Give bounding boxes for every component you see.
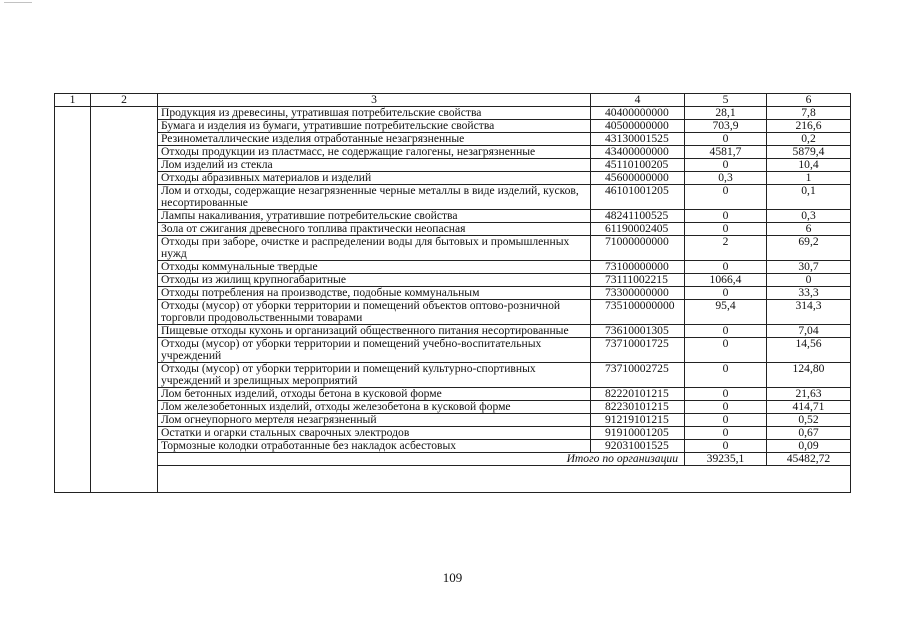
table-row [55,223,851,236]
value-col-5-cell: 0 [685,388,767,401]
table-row [55,325,851,338]
table-row [55,363,851,388]
fkko-code-cell: 48241100525 [591,210,685,223]
waste-name-cell: Остатки и огарки стальных сварочных электродов [158,427,591,440]
table-row [55,338,851,363]
waste-name-cell: Отходы (мусор) от уборки территории и помещений учебно-воспитательных учреждений [158,338,591,363]
value-col-6-cell: 7,04 [767,325,851,338]
fkko-code-cell: 73710002725 [591,363,685,388]
scan-corner-mark [4,2,32,9]
waste-name-cell: Лом огнеупорного мертеля незагрязненный [158,414,591,427]
header-col-1: 1 [55,94,91,107]
value-col-5-cell: 0 [685,414,767,427]
value-col-6-cell: 10,4 [767,159,851,172]
value-col-6-cell: 21,63 [767,388,851,401]
value-col-6-cell: 0,2 [767,133,851,146]
table-row [55,261,851,274]
value-col-6-cell: 124,80 [767,363,851,388]
waste-name-cell: Отходы (мусор) от уборки территории и помещений культурно-спортивных учреждений и зрелищных мероприятий [158,363,591,388]
value-col-6-cell: 33,3 [767,287,851,300]
col-1-cell [55,107,91,493]
fkko-code-cell: 45110100205 [591,159,685,172]
table-row [55,287,851,300]
waste-name-cell: Отходы коммунальные твердые [158,261,591,274]
waste-name-cell: Лом изделий из стекла [158,159,591,172]
value-col-5-cell: 95,4 [685,300,767,325]
waste-name-cell: Продукция из древесины, утратившая потребительские свойства [158,107,591,120]
waste-name-cell: Отходы при заборе, очистке и распределении воды для бытовых и промышленных нужд [158,236,591,261]
fkko-code-cell: 735100000000 [591,300,685,325]
fkko-code-cell: 45600000000 [591,172,685,185]
header-col-2: 2 [91,94,158,107]
waste-name-cell: Лом и отходы, содержащие незагрязненные черные металлы в виде изделий, кусков, несортированные [158,185,591,210]
fkko-code-cell: 61190002405 [591,223,685,236]
table-row [55,388,851,401]
waste-name-cell: Отходы абразивных материалов и изделий [158,172,591,185]
value-col-5-cell: 0,3 [685,172,767,185]
table-row [55,185,851,210]
value-col-6-cell: 14,56 [767,338,851,363]
header-col-3: 3 [158,94,591,107]
fkko-code-cell: 73710001725 [591,338,685,363]
waste-name-cell: Лом бетонных изделий, отходы бетона в кусковой форме [158,388,591,401]
value-col-5-cell: 0 [685,363,767,388]
value-col-6-cell: 1 [767,172,851,185]
value-col-6-cell: 0,67 [767,427,851,440]
fkko-code-cell: 43400000000 [591,146,685,159]
waste-name-cell: Тормозные колодки отработанные без накладок асбестовых [158,440,591,453]
value-col-6-cell: 0,09 [767,440,851,453]
value-col-6-cell: 314,3 [767,300,851,325]
fkko-code-cell: 43130001525 [591,133,685,146]
table-row [55,300,851,325]
waste-name-cell: Отходы потребления на производстве, подобные коммунальным [158,287,591,300]
table-row [55,414,851,427]
header-row [55,94,851,107]
value-col-5-cell: 0 [685,325,767,338]
table-row [55,210,851,223]
fkko-code-cell: 92031001525 [591,440,685,453]
value-col-5-cell: 0 [685,159,767,172]
value-col-6-cell: 216,6 [767,120,851,133]
value-col-5-cell: 0 [685,287,767,300]
total-col-6: 45482,72 [767,453,851,466]
col-2-cell [91,107,158,493]
fkko-code-cell: 82220101215 [591,388,685,401]
value-col-6-cell: 7,8 [767,107,851,120]
blank-cell [158,466,851,493]
value-col-6-cell: 0,3 [767,210,851,223]
table-row [55,172,851,185]
fkko-code-cell: 40500000000 [591,120,685,133]
waste-name-cell: Лом железобетонных изделий, отходы железобетона в кусковой форме [158,401,591,414]
value-col-5-cell: 0 [685,401,767,414]
waste-table [54,93,851,493]
value-col-5-cell: 0 [685,223,767,236]
value-col-6-cell: 69,2 [767,236,851,261]
fkko-code-cell: 73300000000 [591,287,685,300]
header-col-5: 5 [685,94,767,107]
table-row [55,440,851,453]
table-row [55,401,851,414]
fkko-code-cell: 82230101215 [591,401,685,414]
value-col-5-cell: 2 [685,236,767,261]
value-col-6-cell: 5879,4 [767,146,851,159]
value-col-5-cell: 0 [685,338,767,363]
value-col-5-cell: 0 [685,210,767,223]
table-row [55,274,851,287]
value-col-6-cell: 0,52 [767,414,851,427]
waste-table-body [55,94,851,493]
value-col-5-cell: 4581,7 [685,146,767,159]
fkko-code-cell: 40400000000 [591,107,685,120]
waste-name-cell: Отходы (мусор) от уборки территории и помещений объектов оптово-розничной торговли продовольственными товарами [158,300,591,325]
value-col-6-cell: 0,1 [767,185,851,210]
total-col-5: 39235,1 [685,453,767,466]
table-row [55,236,851,261]
value-col-5-cell: 703,9 [685,120,767,133]
blank-row [55,466,851,493]
value-col-5-cell: 0 [685,427,767,440]
table-row [55,159,851,172]
waste-name-cell: Отходы продукции из пластмасс, не содержащие галогены, незагрязненные [158,146,591,159]
table-row [55,133,851,146]
waste-name-cell: Лампы накаливания, утратившие потребительские свойства [158,210,591,223]
value-col-6-cell: 0 [767,274,851,287]
fkko-code-cell: 71000000000 [591,236,685,261]
fkko-code-cell: 91910001205 [591,427,685,440]
waste-name-cell: Отходы из жилищ крупногабаритные [158,274,591,287]
table-row [55,146,851,159]
value-col-5-cell: 0 [685,133,767,146]
fkko-code-cell: 91219101215 [591,414,685,427]
waste-name-cell: Зола от сжигания древесного топлива практически неопасная [158,223,591,236]
value-col-5-cell: 28,1 [685,107,767,120]
waste-name-cell: Пищевые отходы кухонь и организаций общественного питания несортированные [158,325,591,338]
fkko-code-cell: 73111002215 [591,274,685,287]
value-col-5-cell: 0 [685,261,767,274]
value-col-6-cell: 414,71 [767,401,851,414]
header-col-6: 6 [767,94,851,107]
table-row [55,427,851,440]
table-row [55,107,851,120]
value-col-6-cell: 30,7 [767,261,851,274]
fkko-code-cell: 46101001205 [591,185,685,210]
fkko-code-cell: 73610001305 [591,325,685,338]
header-col-4: 4 [591,94,685,107]
total-label: Итого по организации [158,453,685,466]
value-col-5-cell: 0 [685,440,767,453]
waste-name-cell: Резинометаллические изделия отработанные незагрязненные [158,133,591,146]
waste-name-cell: Бумага и изделия из бумаги, утратившие потребительские свойства [158,120,591,133]
value-col-5-cell: 0 [685,185,767,210]
total-row [55,453,851,466]
value-col-6-cell: 6 [767,223,851,236]
value-col-5-cell: 1066,4 [685,274,767,287]
table-row [55,120,851,133]
fkko-code-cell: 73100000000 [591,261,685,274]
page-number: 109 [442,570,463,585]
